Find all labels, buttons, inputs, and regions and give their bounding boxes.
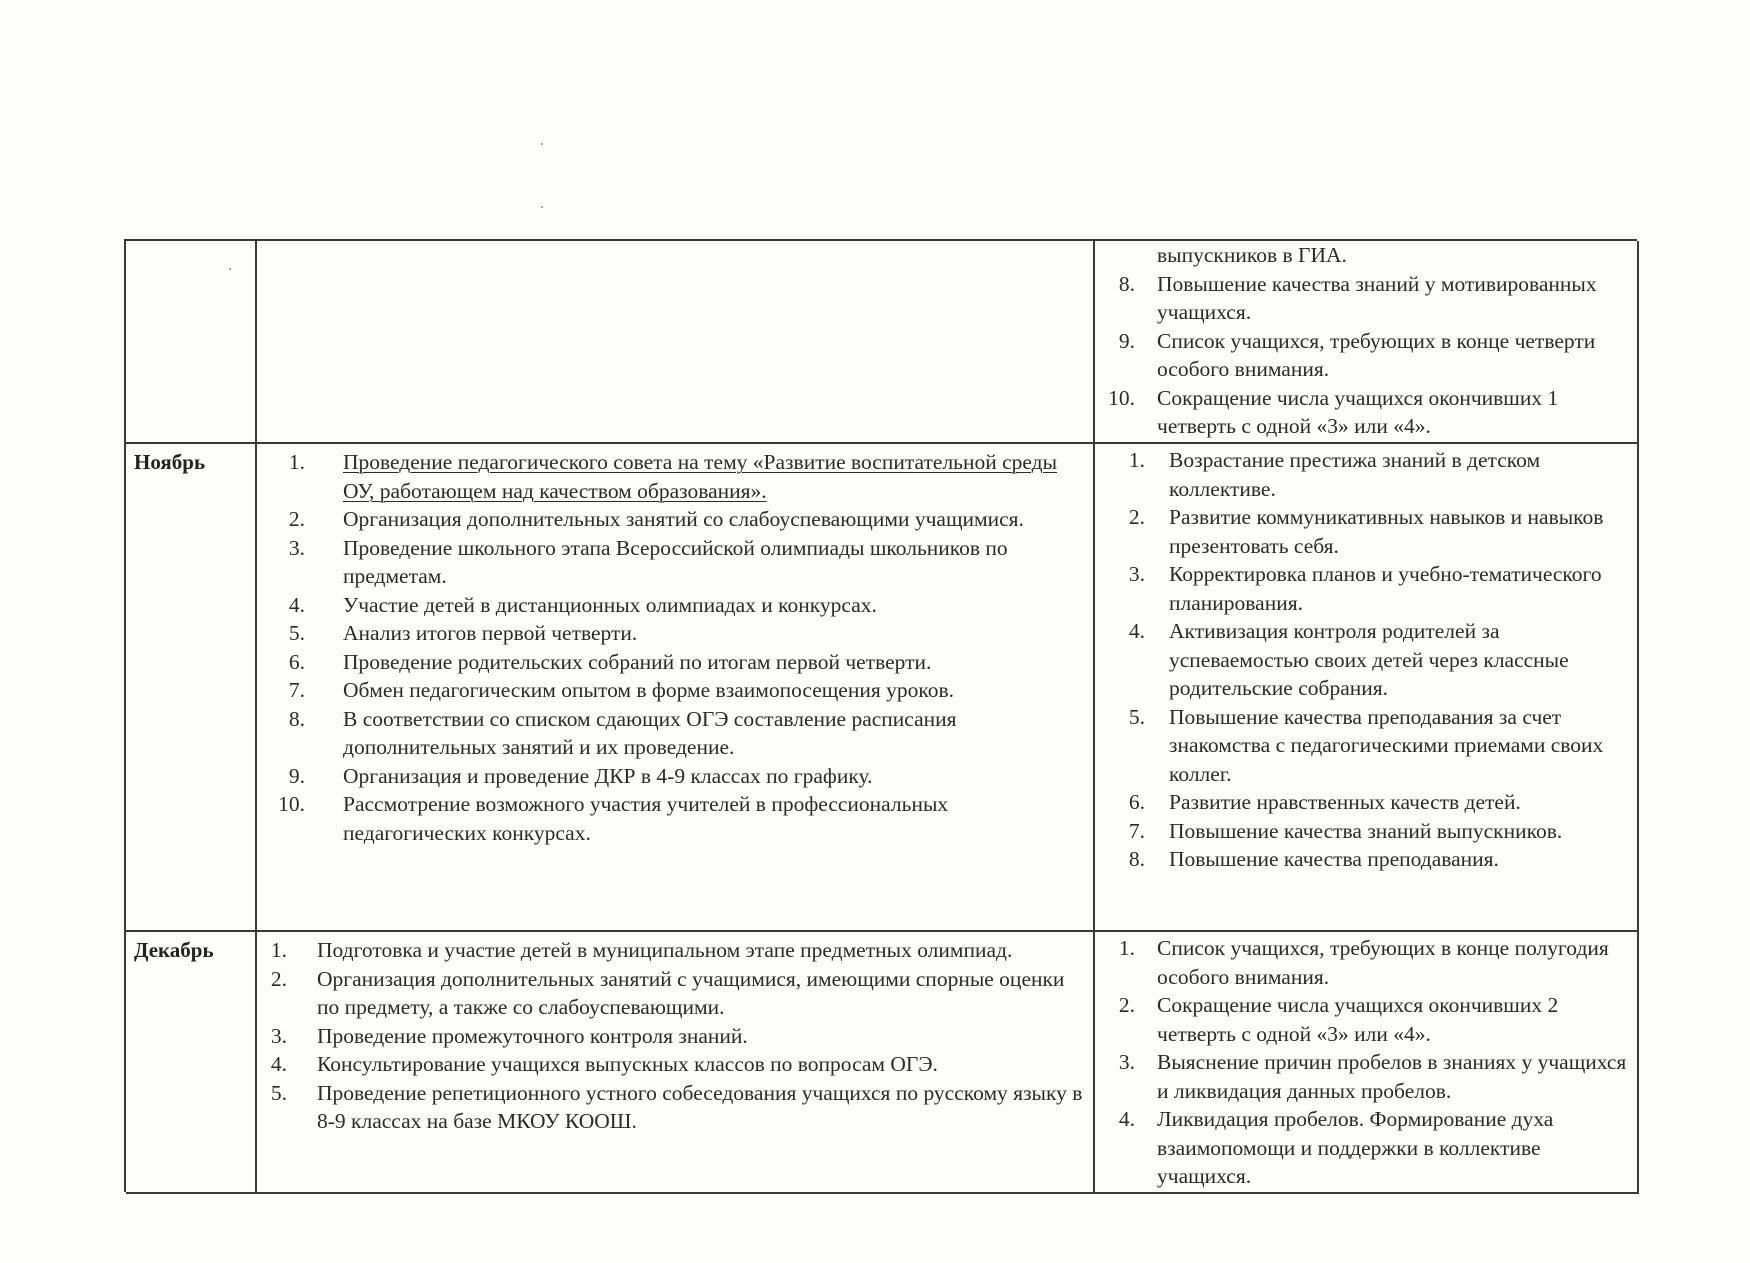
item-text: Организация дополнительных занятий с учащимися, имеющими спорные оценки по предмету, а также со слабоуспевающими. — [317, 966, 1065, 1019]
item-text: выпускников в ГИА. — [1157, 243, 1347, 267]
item-text: Рассмотрение возможного участия учителей в профессиональных педагогических конкурсах. — [343, 792, 949, 845]
results-cell-continued — [1095, 241, 1639, 444]
list-item — [1095, 703, 1631, 789]
item-text: Сокращение числа учащихся окончивших 1 четверть с одной «3» или «4». — [1157, 385, 1559, 438]
list-item — [1095, 1105, 1631, 1191]
item-text: Возрастание престижа знаний в детском коллективе. — [1169, 448, 1541, 501]
activities-cell-december — [257, 932, 1095, 1194]
activities-cell-november — [257, 444, 1095, 932]
item-number: 2. — [270, 966, 287, 991]
item-number: 6. — [288, 649, 305, 674]
list-item — [1095, 991, 1631, 1048]
item-text: Повышение качества знаний выпускников. — [1169, 818, 1563, 843]
item-text: Проведение промежуточного контроля знаний. — [317, 1023, 748, 1048]
list-item — [257, 705, 1083, 762]
item-number: 3. — [1118, 1050, 1135, 1074]
item-text: Сокращение числа учащихся окончивших 2 четверть с одной «3» или «4». — [1157, 993, 1559, 1046]
list-item — [257, 1050, 1083, 1079]
item-number: 10. — [278, 792, 305, 816]
item-text: Ликвидация пробелов. Формирование духа взаимопомощи и поддержки в коллективе учащихся. — [1157, 1107, 1554, 1188]
month-cell-december: Декабрь — [126, 932, 257, 1194]
item-text: Анализ итогов первой четверти. — [343, 621, 638, 645]
list-item — [257, 1079, 1083, 1136]
list-item — [257, 936, 1083, 965]
item-number: 9. — [1118, 328, 1135, 353]
item-text: Проведение родительских собраний по итогам первой четверти. — [343, 649, 932, 674]
list-item — [1095, 934, 1631, 991]
plan-table — [124, 239, 1637, 1192]
item-number: 4. — [1118, 1107, 1135, 1131]
scan-speck — [541, 206, 543, 208]
item-text: Проведение школьного этапа Всероссийской олимпиады школьников по предметам. — [343, 535, 1008, 588]
list-item — [257, 619, 1083, 648]
item-text: Развитие нравственных качеств детей. — [1169, 790, 1521, 814]
item-number: 5. — [270, 1080, 287, 1105]
item-text: Развитие коммуникативных навыков и навыков презентовать себя. — [1169, 505, 1604, 558]
item-number: 2. — [1118, 993, 1135, 1017]
item-text: Корректировка планов и учебно-тематического планирования. — [1169, 562, 1602, 615]
item-number: 6. — [1128, 790, 1145, 814]
results-cell-december — [1095, 932, 1639, 1194]
list-item — [1095, 327, 1631, 384]
item-text: Активизация контроля родителей за успеваемостью своих детей через классные родительские собрания. — [1169, 619, 1569, 700]
item-number: 1. — [1128, 448, 1145, 472]
item-number: 3. — [288, 535, 305, 560]
list-item — [257, 648, 1083, 677]
item-number: 4. — [270, 1052, 287, 1076]
list-item — [257, 534, 1083, 591]
item-text: Консультирование учащихся выпускных классов по вопросам ОГЭ. — [317, 1052, 938, 1076]
item-number: 4. — [1128, 619, 1145, 643]
list-item — [257, 591, 1083, 620]
list-item — [1095, 270, 1631, 327]
list-item — [257, 448, 1083, 505]
list-item — [1095, 503, 1631, 560]
item-number: 3. — [270, 1023, 287, 1048]
item-number: 3. — [1128, 562, 1145, 586]
activities-list — [257, 448, 1083, 847]
list-item — [257, 790, 1083, 847]
results-list — [1095, 446, 1631, 874]
list-item — [257, 505, 1083, 534]
list-item — [1095, 788, 1631, 817]
activities-cell-continued — [257, 241, 1095, 444]
list-item — [1095, 1048, 1631, 1105]
item-text: Подготовка и участие детей в муниципальном этапе предметных олимпиад. — [317, 938, 1013, 962]
item-text: Список учащихся, требующих в конце полугодия особого внимания. — [1157, 936, 1609, 989]
item-number: 2. — [288, 507, 305, 531]
list-item — [1095, 384, 1631, 441]
list-item — [1095, 241, 1631, 270]
item-number: 2. — [1128, 505, 1145, 529]
results-cell-november — [1095, 444, 1639, 932]
item-text: Список учащихся, требующих в конце четверти особого внимания. — [1157, 328, 1596, 381]
list-item — [1095, 817, 1631, 846]
list-item — [257, 965, 1083, 1022]
month-cell-continued — [126, 241, 257, 444]
activities-list — [257, 936, 1083, 1136]
item-text: Повышение качества преподавания за счет знакомства с педагогическими приемами своих коллег. — [1169, 704, 1604, 786]
month-cell-november: Ноябрь — [126, 444, 257, 932]
list-item — [1095, 446, 1631, 503]
item-text: Организация и проведение ДКР в 4-9 классах по графику. — [343, 763, 873, 788]
scan-speck — [541, 143, 543, 145]
item-text: Участие детей в дистанционных олимпиадах и конкурсах. — [343, 592, 877, 617]
item-number: 10. — [1108, 385, 1135, 410]
item-number: 1. — [288, 450, 305, 474]
item-text: Обмен педагогическим опытом в форме взаимопосещения уроков. — [343, 678, 954, 702]
list-item — [257, 762, 1083, 791]
item-text: Повышение качества знаний у мотивированных учащихся. — [1157, 271, 1597, 324]
item-text: Выяснение причин пробелов в знаниях у учащихся и ликвидация данных пробелов. — [1157, 1050, 1627, 1103]
list-item — [257, 676, 1083, 705]
item-text: В соответствии со списком сдающих ОГЭ составление расписания дополнительных занятий и их проведение. — [343, 706, 957, 759]
list-item — [1095, 560, 1631, 617]
item-number: 5. — [1128, 704, 1145, 729]
item-number: 8. — [1118, 271, 1135, 296]
results-list — [1095, 934, 1631, 1191]
item-number: 7. — [288, 678, 305, 702]
item-number: 9. — [288, 763, 305, 788]
item-text: Проведение репетиционного устного собеседования учащихся по русскому языку в 8-9 классах на базе МКОУ КООШ. — [317, 1080, 1083, 1133]
list-item — [257, 1022, 1083, 1051]
item-number: 4. — [288, 592, 305, 617]
item-number: 5. — [288, 621, 305, 645]
list-item — [1095, 845, 1631, 874]
item-number: 1. — [270, 938, 287, 962]
item-number — [1095, 241, 1157, 270]
item-number: 8. — [288, 706, 305, 731]
item-number: 7. — [1128, 818, 1145, 843]
item-text: Повышение качества преподавания. — [1169, 847, 1499, 871]
item-number: 8. — [1128, 847, 1145, 871]
item-text: Проведение педагогического совета на тему «Развитие воспитательной среды ОУ, работающем над качеством образования». — [343, 450, 1058, 503]
item-number: 1. — [1118, 936, 1135, 960]
results-list — [1095, 241, 1631, 441]
item-text: Организация дополнительных занятий со слабоуспевающими учащимися. — [343, 507, 1024, 531]
list-item — [1095, 617, 1631, 703]
